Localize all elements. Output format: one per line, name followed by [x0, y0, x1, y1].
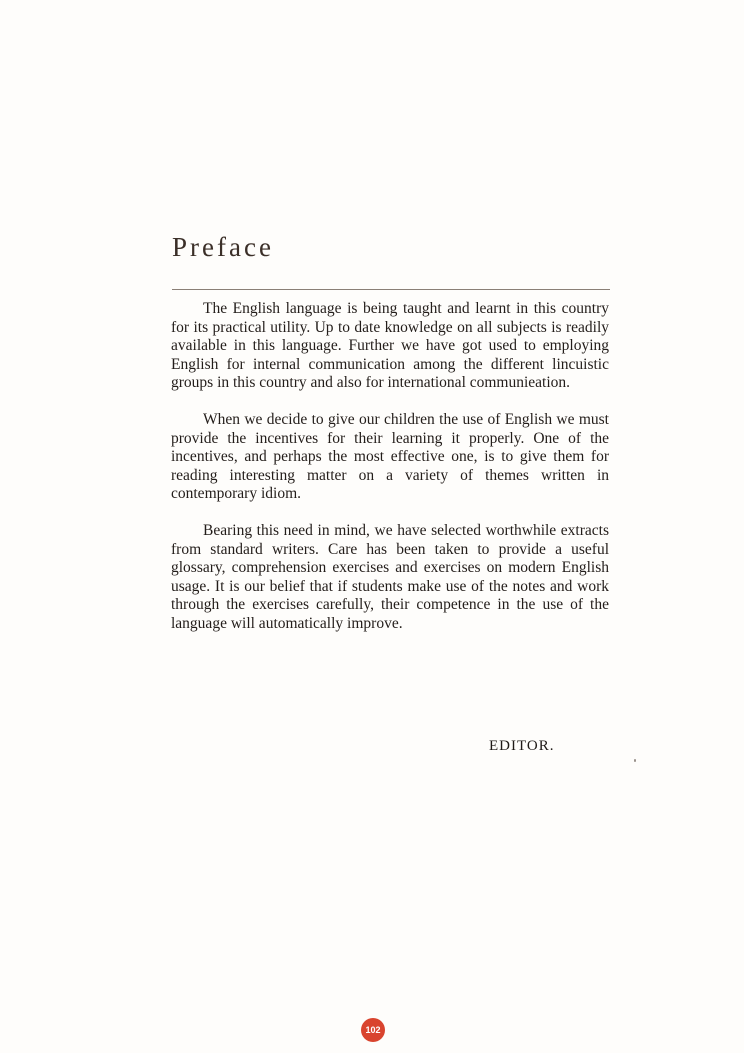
- paragraph-2: When we decide to give our children the use of English we must provide the incentives for their learning it properly. One of the incentives, and perhaps the most effective one, is to give them for reading interesting matter on a variety of themes written in contemporary idiom.: [171, 410, 609, 503]
- editor-signature: EDITOR.: [489, 738, 555, 754]
- preface-body: [171, 300, 609, 634]
- paper-speck: [634, 759, 636, 762]
- page-number-badge: 102: [361, 1018, 385, 1042]
- paragraph-3: Bearing this need in mind, we have selected worthwhile extracts from standard writers. Care has been taken to provide a useful glossary, comprehension exercises and exercises on modern English usage. It is our belief that if students make use of the notes and work through the exercises carefully, their competence in the use of the language will automatically improve.: [171, 521, 609, 632]
- paragraph-1: The English language is being taught and learnt in this country for its practical utility. Up to date knowledge on all subjects is readily available in this language. Further we have got used to employing English for internal communication among the different lincuistic groups in this country and also for international communieation.: [171, 300, 609, 392]
- title-divider: [172, 289, 610, 290]
- page-title: Preface: [172, 232, 274, 262]
